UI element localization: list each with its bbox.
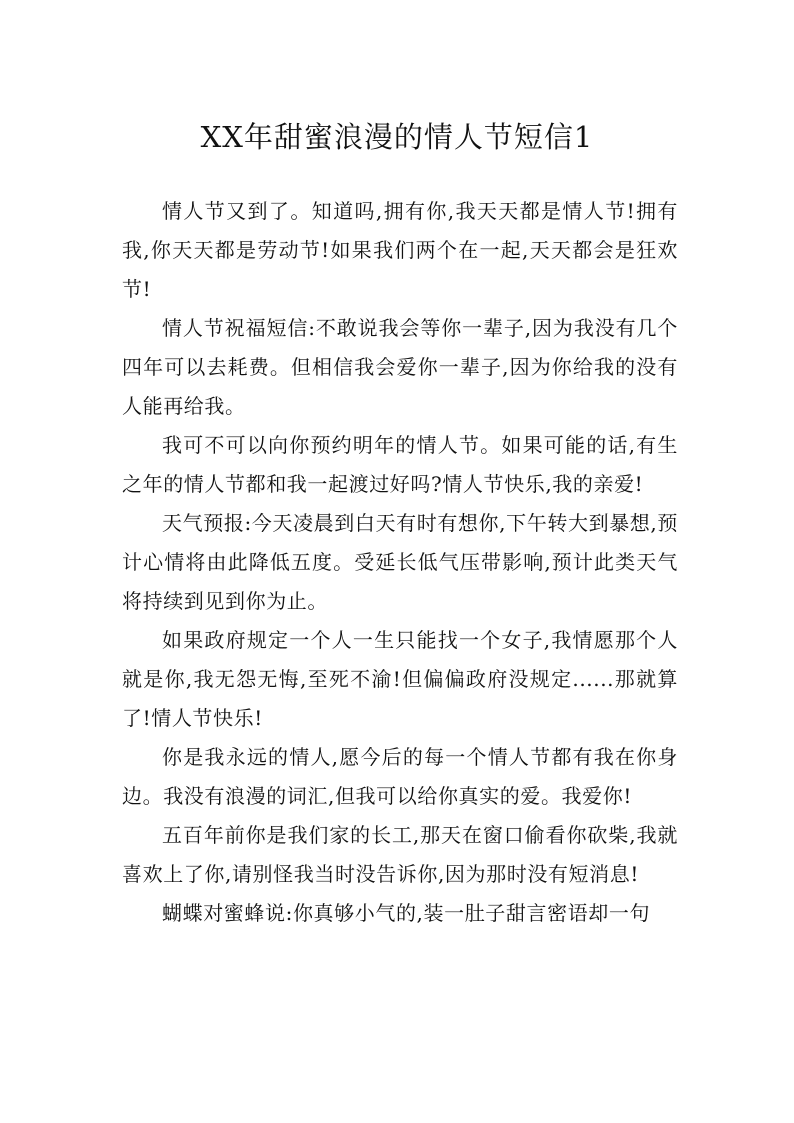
document-body — [122, 192, 678, 933]
paragraph-4: 天气预报:今天凌晨到白天有时有想你,下午转大到暴想,预计心情将由此降低五度。受延长低气压带影响,预计此类天气将持续到见到你为止。 — [122, 511, 678, 613]
paragraph-3: 我可不可以向你预约明年的情人节。如果可能的话,有生之年的情人节都和我一起渡过好吗?情人节快乐,我的亲爱! — [122, 433, 678, 496]
paragraph-2: 情人节祝福短信:不敢说我会等你一辈子,因为我没有几个四年可以去耗费。但相信我会爱你一辈子,因为你给我的没有人能再给我。 — [122, 316, 678, 418]
paragraph-5: 如果政府规定一个人一生只能找一个女子,我情愿那个人就是你,我无怨无悔,至死不渝!但偏偏政府没规定......那就算了!情人节快乐! — [122, 628, 678, 730]
paragraph-8: 蝴蝶对蜜蜂说:你真够小气的,装一肚子甜言密语却一句 — [162, 901, 651, 925]
paragraph-1: 情人节又到了。知道吗,拥有你,我天天都是情人节!拥有我,你天天都是劳动节!如果我们两个在一起,天天都会是狂欢节! — [122, 199, 678, 301]
paragraph-7: 五百年前你是我们家的长工,那天在窗口偷看你砍柴,我就喜欢上了你,请别怪我当时没告诉你,因为那时没有短消息! — [122, 823, 678, 886]
paragraph-6: 你是我永远的情人,愿今后的每一个情人节都有我在你身边。我没有浪漫的词汇,但我可以给你真实的爱。我爱你! — [122, 745, 678, 808]
document-title: XX年甜蜜浪漫的情人节短信1 — [200, 120, 594, 155]
